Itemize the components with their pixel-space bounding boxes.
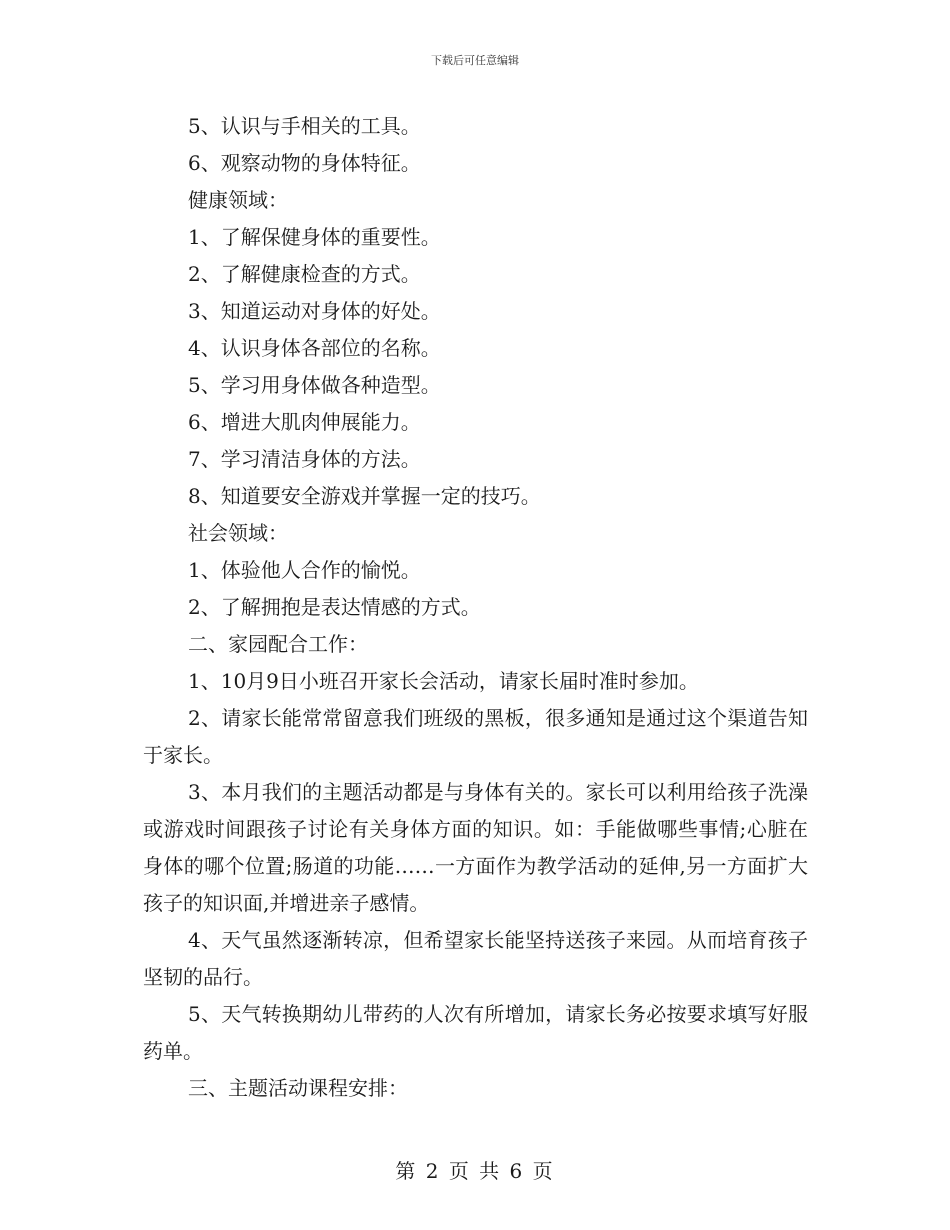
paragraph: 2、了解健康检查的方式。 [188, 262, 421, 286]
section-heading: 二、家园配合工作： [188, 632, 368, 656]
paragraph: 6、增进大肌肉伸展能力。 [188, 410, 421, 434]
paragraph: 2、了解拥抱是表达情感的方式。 [188, 595, 481, 619]
paragraph: 1、了解保健身体的重要性。 [188, 225, 441, 249]
paragraph: 1、体验他人合作的愉悦。 [188, 558, 421, 582]
paragraph: 1、10月9日小班召开家长会活动，请家长届时准时参加。 [188, 669, 699, 693]
paragraph: 7、学习清洁身体的方法。 [188, 447, 421, 471]
section-heading: 健康领域： [188, 188, 288, 212]
paragraph: 5、天气转换期幼儿带药的人次有所增加，请家长务必按要求填写好服药单。 [143, 1002, 808, 1063]
paragraph: 2、请家长能常常留意我们班级的黑板，很多通知是通过这个渠道告知于家长。 [143, 706, 808, 767]
paragraph: 5、学习用身体做各种造型。 [188, 373, 441, 397]
paragraph: 6、观察动物的身体特征。 [188, 151, 421, 175]
paragraph: 3、本月我们的主题活动都是与身体有关的。家长可以利用给孩子洗澡或游戏时间跟孩子讨论有关身体方面的知识。如：手能做哪些事情;心脏在身体的哪个位置;肠道的功能……一方面作为教学活动的延伸,另一方面扩大孩子的知识面,并增进亲子感情。 [143, 780, 808, 915]
section-heading: 三、主题活动课程安排： [188, 1076, 408, 1100]
page-header: 下载后可任意编辑 [431, 54, 519, 67]
paragraph: 4、认识身体各部位的名称。 [188, 336, 441, 360]
paragraph: 8、知道要安全游戏并掌握一定的技巧。 [188, 484, 541, 508]
paragraph: 4、天气虽然逐渐转凉，但希望家长能坚持送孩子来园。从而培育孩子坚韧的品行。 [143, 928, 808, 989]
document-body [143, 108, 808, 1107]
paragraph: 3、知道运动对身体的好处。 [188, 299, 441, 323]
paragraph: 5、认识与手相关的工具。 [188, 114, 421, 138]
page-footer: 第 2 页 共 6 页 [395, 1159, 555, 1183]
section-heading: 社会领域： [188, 521, 288, 545]
